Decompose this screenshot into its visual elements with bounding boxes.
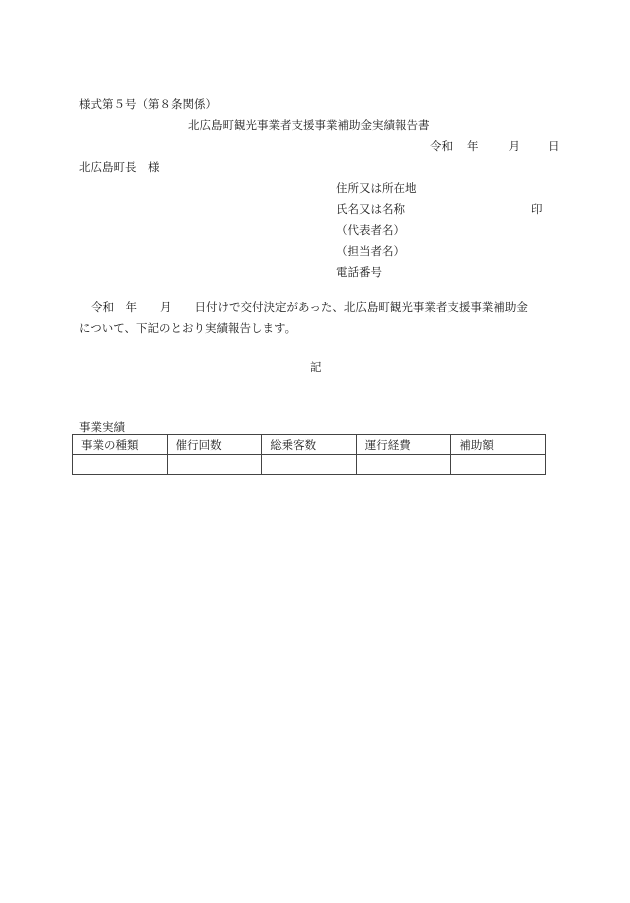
applicant-address-label: 住所又は所在地: [336, 181, 417, 195]
table-header-row: [73, 435, 546, 455]
performance-table: [72, 434, 546, 475]
date-era: 令和: [430, 139, 453, 153]
table-cell[interactable]: [167, 455, 262, 475]
table-row: [73, 455, 546, 475]
table-cell[interactable]: [356, 455, 451, 475]
seal-mark: 印: [531, 202, 543, 216]
document-title: 北広島町観光事業者支援事業補助金実績報告書: [188, 118, 430, 132]
header-business-type: 事業の種類: [73, 435, 168, 455]
applicant-name-label: 氏名又は名称: [336, 202, 405, 216]
ki-heading: 記: [310, 360, 322, 374]
header-total-passengers: 総乗客数: [262, 435, 357, 455]
date-line: [430, 139, 560, 153]
body-text-line-1: 令和 年 月 日付けで交付決定があった、北広島町観光事業者支援事業補助金: [91, 300, 528, 314]
table-cell[interactable]: [262, 455, 357, 475]
addressee: 北広島町長 様: [79, 160, 160, 174]
table-caption: 事業実績: [79, 420, 125, 434]
table-cell[interactable]: [73, 455, 168, 475]
table-cell[interactable]: [451, 455, 546, 475]
body-text-line-2: について、下記のとおり実績報告します。: [79, 321, 297, 335]
applicant-phone-label: 電話番号: [336, 265, 382, 279]
date-year: 年: [467, 139, 479, 153]
header-tour-count: 催行回数: [167, 435, 262, 455]
applicant-representative-label: （代表者名）: [336, 223, 405, 237]
date-month: 月: [508, 139, 520, 153]
date-day: 日: [548, 139, 560, 153]
header-subsidy-amount: 補助額: [451, 435, 546, 455]
form-number: 様式第５号（第８条関係）: [79, 97, 217, 111]
applicant-contact-label: （担当者名）: [336, 244, 405, 258]
header-operating-cost: 運行経費: [356, 435, 451, 455]
